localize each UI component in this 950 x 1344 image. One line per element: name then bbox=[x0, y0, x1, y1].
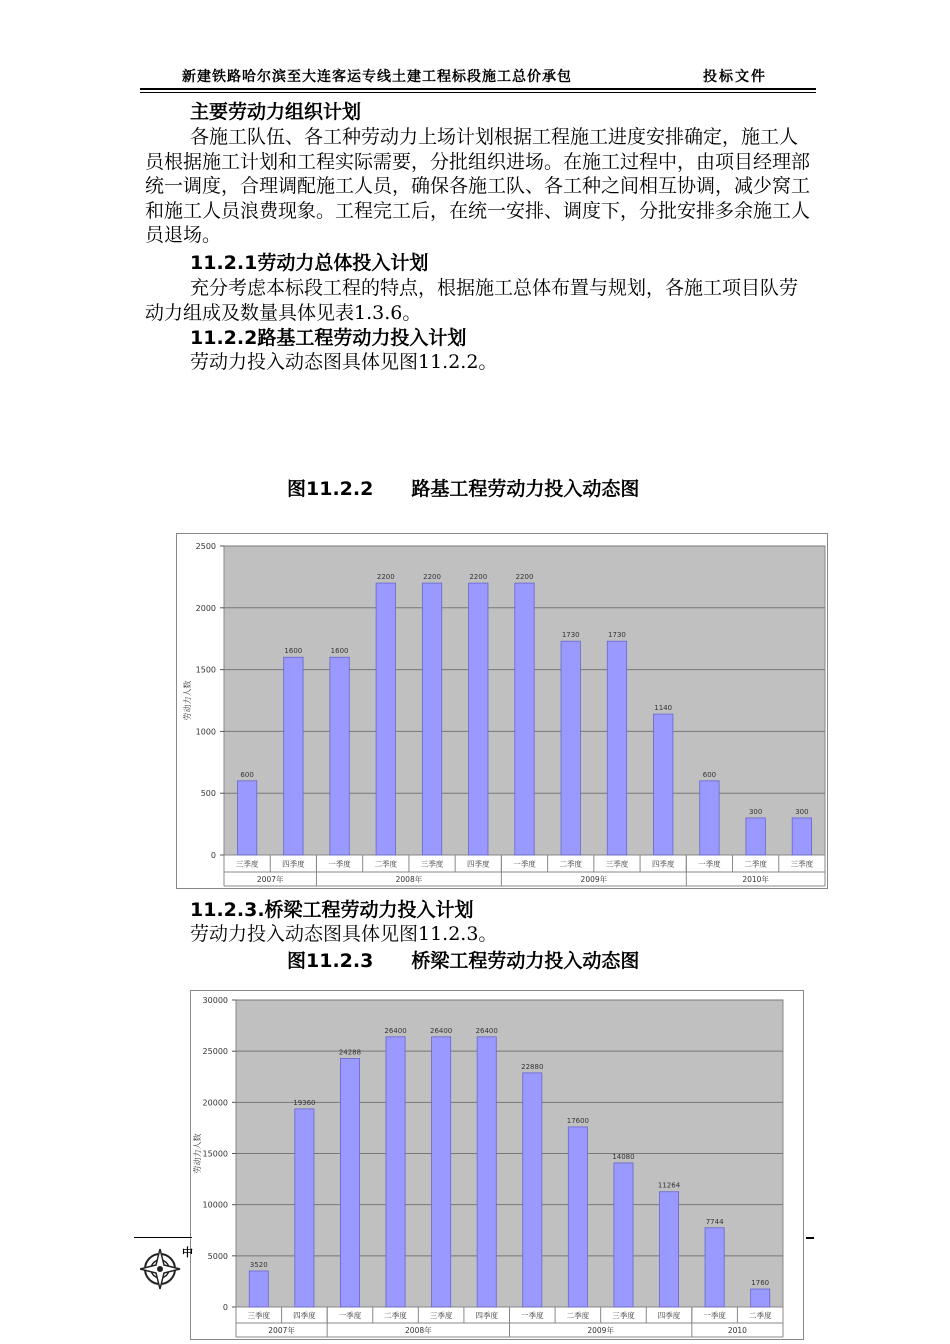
data-label: 7744 bbox=[705, 1217, 724, 1226]
data-label: 1140 bbox=[654, 704, 673, 713]
heading-main: 主要劳动力组织计划 bbox=[190, 101, 362, 123]
bar bbox=[607, 641, 626, 855]
data-label: 2200 bbox=[515, 573, 534, 582]
bar bbox=[751, 1289, 770, 1307]
data-label: 2200 bbox=[469, 573, 488, 582]
data-label: 11264 bbox=[657, 1181, 681, 1190]
header-doc-type: 投标文件 bbox=[703, 69, 767, 85]
data-label: 17600 bbox=[566, 1116, 590, 1125]
paragraph-4: 劳动力投入动态图具体见图11.2.3。 bbox=[190, 923, 498, 945]
category-label: 四季度 bbox=[657, 1311, 681, 1320]
category-label: 二季度 bbox=[744, 859, 767, 869]
y-tick-label: 5000 bbox=[207, 1251, 228, 1261]
y-tick-label: 2000 bbox=[195, 603, 216, 613]
bar bbox=[284, 657, 303, 855]
data-label: 1760 bbox=[751, 1278, 770, 1287]
category-label: 三季度 bbox=[612, 1311, 635, 1320]
subgrade-labor-chart bbox=[176, 533, 828, 889]
group-label: 2008年 bbox=[395, 875, 423, 884]
bar bbox=[469, 583, 488, 855]
y-tick-label: 1500 bbox=[195, 665, 216, 675]
category-label: 一季度 bbox=[513, 859, 536, 869]
heading-11-2-3: 11.2.3.桥梁工程劳动力投入计划 bbox=[190, 899, 474, 921]
data-label: 3520 bbox=[249, 1260, 268, 1269]
bar bbox=[422, 583, 441, 855]
bar bbox=[700, 781, 719, 855]
bar bbox=[477, 1037, 496, 1307]
data-label: 26400 bbox=[429, 1026, 453, 1035]
group-label: 2010年 bbox=[742, 875, 769, 884]
data-label: 600 bbox=[702, 770, 717, 779]
data-label: 14080 bbox=[612, 1152, 635, 1161]
y-tick-label: 25000 bbox=[202, 1047, 228, 1057]
bar bbox=[523, 1073, 542, 1307]
category-label: 一季度 bbox=[521, 1311, 544, 1320]
group-label: 2007年 bbox=[256, 875, 284, 884]
bar bbox=[792, 818, 811, 855]
category-label: 一季度 bbox=[698, 859, 721, 869]
data-label: 1600 bbox=[284, 647, 303, 656]
bar bbox=[376, 583, 395, 855]
category-label: 三季度 bbox=[429, 1311, 453, 1320]
category-label: 三季度 bbox=[247, 1311, 271, 1320]
y-tick-label: 0 bbox=[210, 851, 216, 860]
bar bbox=[432, 1037, 451, 1307]
y-tick-label: 2500 bbox=[195, 542, 216, 551]
category-label: 四季度 bbox=[293, 1311, 316, 1320]
category-label: 二季度 bbox=[559, 859, 582, 869]
footer-rule bbox=[134, 1237, 192, 1238]
y-tick-label: 30000 bbox=[202, 996, 228, 1005]
bar bbox=[340, 1058, 359, 1307]
logo-char: 中 bbox=[182, 1246, 193, 1259]
category-label: 一季度 bbox=[328, 859, 351, 869]
paragraph-2: 充分考虑本标段工程的特点，根据施工总体布置与规划，各施工项目队劳动力组成及数量具体见表1.3.6。 bbox=[145, 277, 799, 324]
data-label: 600 bbox=[240, 770, 254, 779]
bar bbox=[614, 1163, 633, 1307]
category-label: 二季度 bbox=[384, 1311, 407, 1320]
bar bbox=[237, 781, 256, 855]
y-axis-label: 劳动力人数 bbox=[183, 680, 192, 721]
category-label: 一季度 bbox=[703, 1311, 726, 1320]
data-label: 26400 bbox=[475, 1026, 498, 1035]
category-label: 二季度 bbox=[748, 1311, 772, 1320]
group-label: 2009年 bbox=[580, 875, 608, 884]
company-logo-icon bbox=[140, 1243, 194, 1291]
category-label: 四季度 bbox=[651, 859, 675, 869]
data-label: 2200 bbox=[376, 573, 395, 582]
category-label: 四季度 bbox=[282, 859, 305, 869]
data-label: 300 bbox=[748, 807, 763, 816]
category-label: 二季度 bbox=[374, 859, 398, 869]
group-label: 2007年 bbox=[268, 1326, 295, 1335]
group-label: 2008年 bbox=[405, 1326, 432, 1335]
bar bbox=[746, 818, 765, 855]
figure-2-title: 图11.2.3 桥梁工程劳动力投入动态图 bbox=[287, 950, 640, 972]
bar bbox=[330, 657, 349, 855]
group-label: 2009年 bbox=[587, 1326, 614, 1335]
heading-11-2-2: 11.2.2路基工程劳动力投入计划 bbox=[190, 327, 467, 349]
bar bbox=[249, 1271, 268, 1307]
y-tick-label: 15000 bbox=[202, 1149, 228, 1159]
category-label: 四季度 bbox=[467, 859, 490, 869]
data-label: 1730 bbox=[608, 631, 626, 640]
category-label: 四季度 bbox=[475, 1311, 498, 1320]
bar bbox=[515, 583, 534, 855]
header-project-title: 新建铁路哈尔滨至大连客运专线土建工程标段施工总价承包 bbox=[182, 69, 572, 85]
data-label: 1730 bbox=[561, 631, 580, 640]
bar bbox=[568, 1127, 587, 1307]
category-label: 二季度 bbox=[566, 1311, 590, 1320]
category-label: 三季度 bbox=[235, 859, 259, 869]
category-label: 三季度 bbox=[420, 859, 444, 869]
bar bbox=[705, 1228, 724, 1307]
category-label: 三季度 bbox=[605, 859, 629, 869]
data-label: 19360 bbox=[293, 1098, 316, 1107]
y-tick-label: 10000 bbox=[202, 1200, 228, 1210]
data-label: 22880 bbox=[521, 1062, 544, 1071]
bar bbox=[561, 641, 580, 855]
figure-1-title: 图11.2.2 路基工程劳动力投入动态图 bbox=[287, 478, 640, 500]
bar bbox=[653, 714, 672, 855]
bar bbox=[295, 1109, 314, 1307]
y-tick-label: 1000 bbox=[195, 727, 216, 737]
category-label: 三季度 bbox=[790, 859, 814, 869]
page-header bbox=[140, 66, 816, 88]
y-tick-label: 20000 bbox=[202, 1098, 228, 1108]
bar bbox=[386, 1037, 405, 1307]
data-label: 300 bbox=[795, 807, 809, 816]
data-label: 26400 bbox=[384, 1026, 407, 1035]
y-tick-label: 500 bbox=[200, 789, 216, 799]
data-label: 1600 bbox=[330, 647, 349, 656]
heading-11-2-1: 11.2.1劳动力总体投入计划 bbox=[190, 252, 429, 274]
group-label: 2010 bbox=[727, 1326, 747, 1335]
y-tick-label: 0 bbox=[222, 1303, 228, 1312]
header-rule-thin bbox=[140, 92, 816, 93]
footer-rule-end bbox=[806, 1237, 814, 1239]
category-label: 一季度 bbox=[338, 1311, 362, 1320]
bridge-labor-chart bbox=[190, 990, 804, 1340]
bar bbox=[659, 1192, 678, 1307]
y-axis-label: 劳动力人数 bbox=[193, 1133, 202, 1174]
paragraph-3: 劳动力投入动态图具体见图11.2.2。 bbox=[190, 351, 498, 373]
data-label: 24288 bbox=[338, 1048, 362, 1057]
header-rule bbox=[140, 88, 816, 90]
paragraph-1: 各施工队伍、各工种劳动力上场计划根据工程施工进度安排确定，施工人员根据施工计划和工程实际需要，分批组织进场。在施工过程中，由项目经理部统一调度，合理调配施工人员，确保各施工队、各工种之间相互协调，减少窝工和施工人员浪费现象。工程完工后，在统一安排、调度下，分批安排多余施工人员退场。 bbox=[145, 126, 811, 246]
data-label: 2200 bbox=[423, 573, 441, 582]
